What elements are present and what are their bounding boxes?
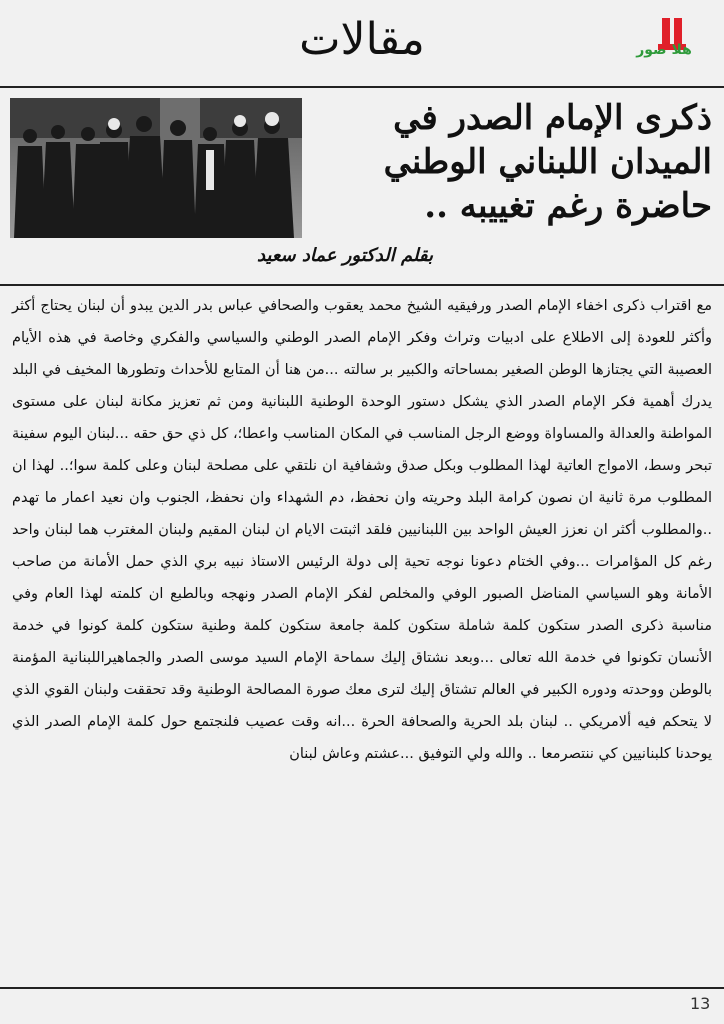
logo-text: هلا صور	[636, 42, 692, 58]
article-headline: ذكرى الإمام الصدر في الميدان اللبناني الوطني حاضرة رغم تغييبه ..	[383, 98, 712, 226]
article-photo	[10, 98, 302, 238]
section-title: مقالات	[299, 14, 425, 65]
headline-divider	[0, 284, 724, 286]
article-body: مع اقتراب ذكرى اخفاء الإمام الصدر ورفيقيه الشيخ محمد يعقوب والصحافي عباس بدر الدين يبدو أن لبنان يحتاج أكثر وأكثر للعودة إلى الاطلاع على ادبيات وتراث وفكر الإمام الصدر الوطني والسياسي والفكري وخاصة في هذه الأيام العصيبة التي يجتازها الوطن الصغير بمساحاته والكبير بر سالته ...من هنا أن المتابع للأحداث وتطورها المخيف في البلد يدرك أهمية فكر الإمام الصدر الذي يشكل دستور الوحدة الوطنية اللبنانية ومن ثم تعزيز مكانة لبنان على مستوى المواطنة والعدالة والمساواة ووضع الرجل المناسب في المكان المناسب واعطا؛، كل ذي حق حقه ...لبنان اليوم سفينة تبحر وسط، الامواج العاتية لهذا المطلوب وبكل صدق وشفافية ان نلتقي على مصلحة لبنان وعلى كلمة سوا؛.. لهذا ان المطلوب مرة ثانية ان نصون كرامة البلد وحريته وان نحفظ، دم الشهداء وان نحفظ، الجنوب وان نعيد اعمار ما تهدم ..والمطلوب أكثر ان نعزز العيش الواحد بين اللبنانيين فلقد اثبتت الايام ان لبنان المقيم ولبنان المغترب هما لبنان واحد رغم كل المؤامرات ...وفي الختام دعونا نوجه تحية إلى دولة الرئيس الاستاذ نبيه بري الذي حمل الأمانة من صاحب الأمانة وهو السياسي المناضل الصبور الوفي والمخلص لفكر الإمام الصدر ونهجه وبالطبع ان كلمته لهذا العام وفي مناسبة ذكرى الصدر ستكون كلمة شاملة ستكون كلمة جامعة ستكون كلمة وطنية ستكون كلمة كونوا في خدمة الأنسان تكونوا في خدمة الله تعالى ...وبعد نشتاق إليك سماحة الإمام السيد موسى الصدر والجماهيراللبنانية المؤمنة بالوطن ووحدته ودوره الكبير في العالم تشتاق إليك لترى معك صورة المصالحة الوطنية وقد تحققت ولبنان القوي الذي لا يتحكم فيه ألامريكي .. لبنان بلد الحرية والصحافة الحرة ...انه وقت عصيب فلنجتمع حول كلمة الإمام الصدر الذي يوحدنا كلبنانيين كي ننتصرمعا .. والله ولي التوفيق ...عشتم وعاش لبنان	[12, 298, 712, 762]
group-photo-icon	[10, 98, 302, 238]
page-number: 13	[690, 994, 711, 1013]
hala-sour-logo-icon	[618, 18, 710, 58]
footer-divider	[0, 987, 724, 989]
header-divider	[0, 86, 724, 88]
article-byline: بقلم الدكتور عماد سعيد	[256, 245, 434, 266]
page-header	[0, 0, 724, 88]
